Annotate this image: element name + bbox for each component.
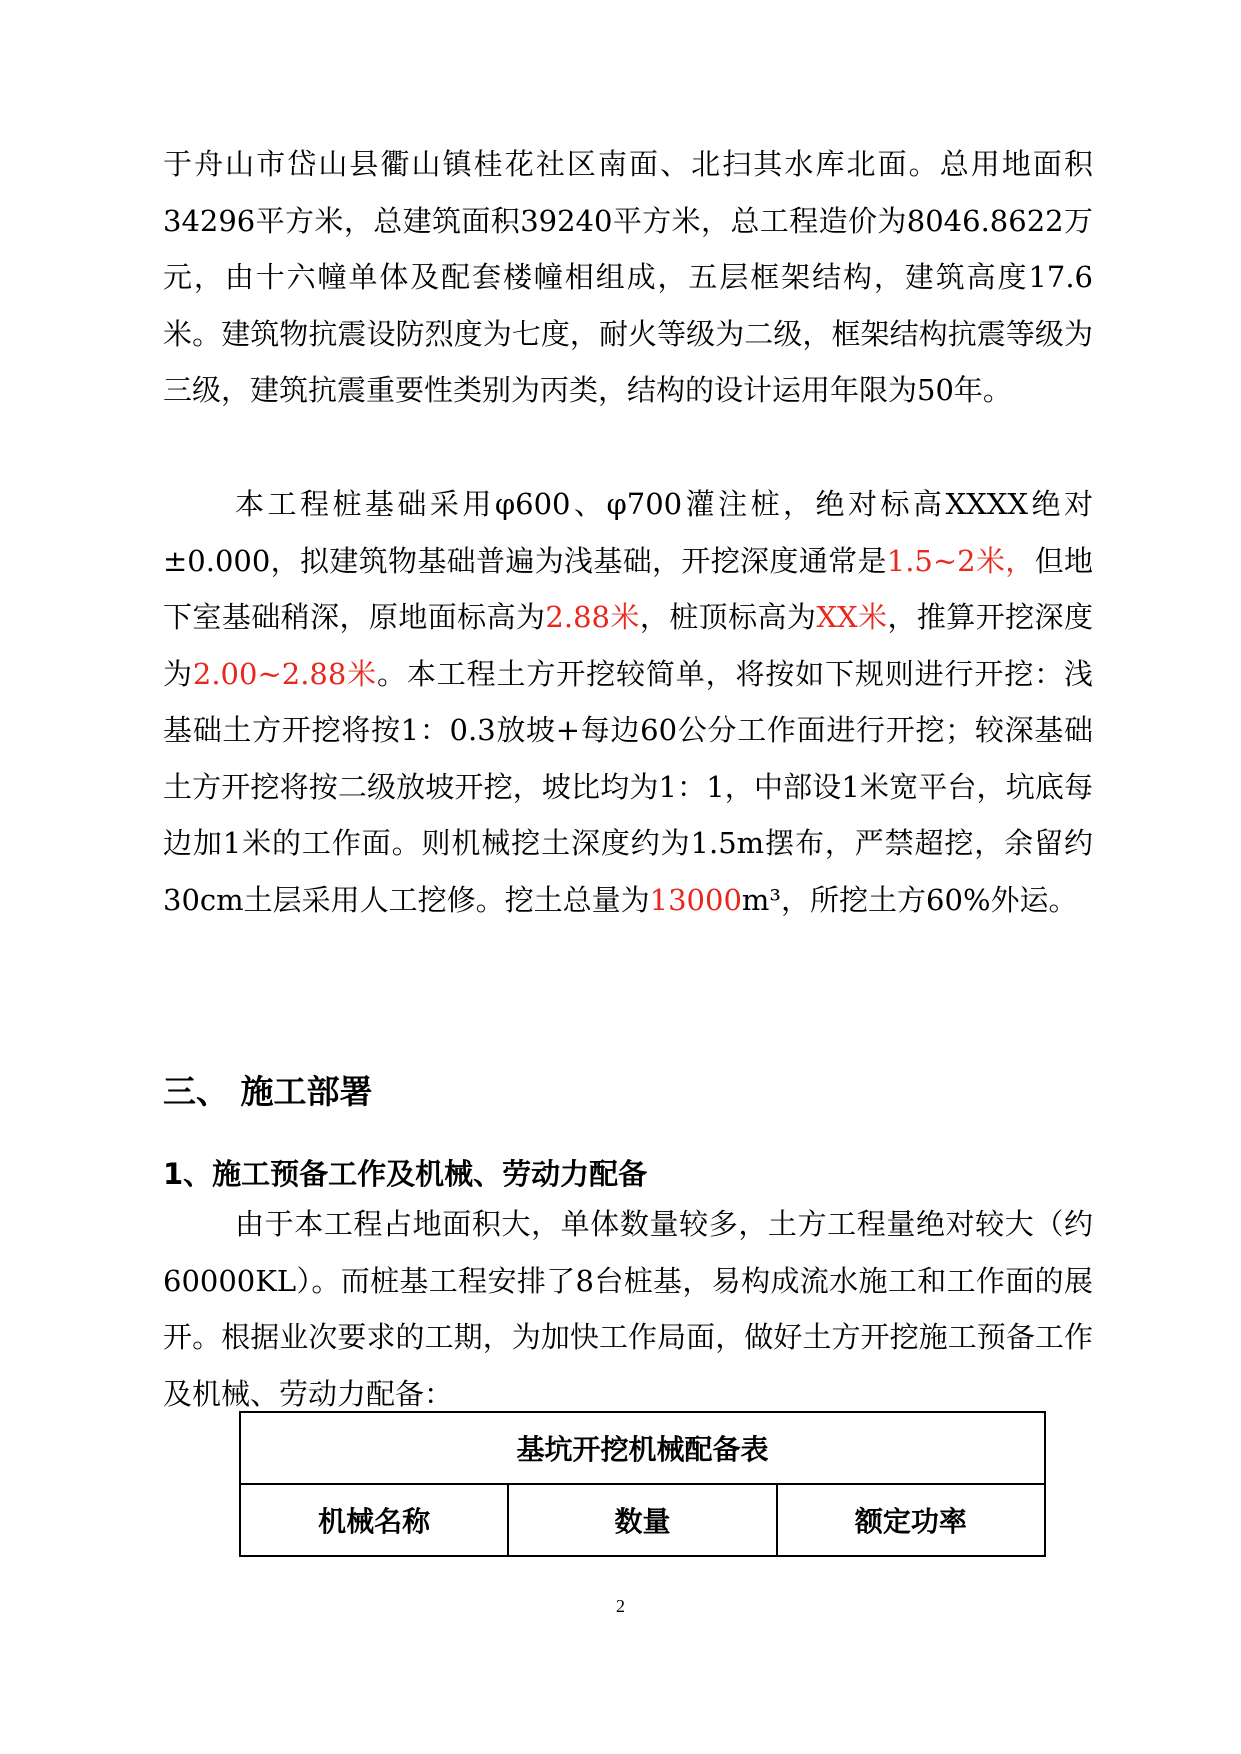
equipment-table (239, 1411, 1046, 1557)
foundation-text-1: 本工程桩基础采用φ600、φ700灌注桩，绝对标高XXXX绝对±0.000，拟建筑物基础普遍为浅基础，开挖深度通常是 (163, 487, 1093, 578)
preparation-paragraph: 由于本工程占地面积大，单体数量较多，土方工程量绝对较大（约60000KL）。而桩基工程安排了8台桩基，易构成流水施工和工作面的展开。根据业次要求的工期，为加快工作局面，做好土方开挖施工预备工作及机械、劳动力配备： (163, 1207, 1093, 1411)
table-caption-row (240, 1412, 1045, 1484)
header-machine-name: 机械名称 (240, 1484, 508, 1556)
foundation-text-4: ，推算开挖深度为 (163, 600, 1093, 691)
pile-top-elevation-highlight: XX米 (816, 600, 888, 634)
header-quantity: 数量 (508, 1484, 776, 1556)
calculated-depth-highlight: 2.00~2.88米 (192, 656, 378, 691)
excavation-depth-highlight: 1.5~2米， (886, 543, 1035, 578)
excavation-volume-highlight: 13000 (649, 882, 742, 917)
foundation-text-3: ，桩顶标高为 (639, 600, 817, 634)
project-overview-paragraph: 于舟山市岱山县衢山镇桂花社区南面、北扫其水库北面。总用地面积34296平方米，总建筑面积39240平方米，总工程造价为8046.8622万元，由十六幢单体及配套楼幢相组成，五层框架结构，建筑高度17.6米。建筑物抗震设防烈度为七度，耐火等级为二级，框架结构抗震等级为三级，建筑抗震重要性类别为丙类，结构的设计运用年限为50年。 (163, 147, 1093, 407)
section-heading: 三、 施工部署 (163, 1072, 373, 1111)
header-rated-power: 额定功率 (777, 1484, 1045, 1556)
subsection-heading: 1、施工预备工作及机械、劳动力配备 (163, 1157, 648, 1191)
foundation-paragraph (163, 476, 1093, 928)
document-page (163, 0, 1093, 1754)
foundation-text-6: m³，所挖土方60%外运。 (741, 882, 1078, 917)
ground-elevation-highlight: 2.88米 (545, 600, 640, 634)
table-caption: 基坑开挖机械配备表 (240, 1412, 1045, 1484)
foundation-text-5: 。本工程土方开挖较简单，将按如下规则进行开挖：浅基础土方开挖将按1：0.3放坡+每边60公分工作面进行开挖；较深基础土方开挖将按二级放坡开挖，坡比均为1：1，中部设1米宽平台，坑底每边加1米的工作面。则机械挖土深度约为1.5m摆布，严禁超挖，余留约30cm土层采用人工挖修。挖土总量为 (163, 656, 1093, 917)
table-header-row (240, 1484, 1045, 1556)
page-number: 2 (616, 1596, 625, 1616)
foundation-text-2: 但地下室基础稍深，原地面标高为 (163, 543, 1093, 634)
